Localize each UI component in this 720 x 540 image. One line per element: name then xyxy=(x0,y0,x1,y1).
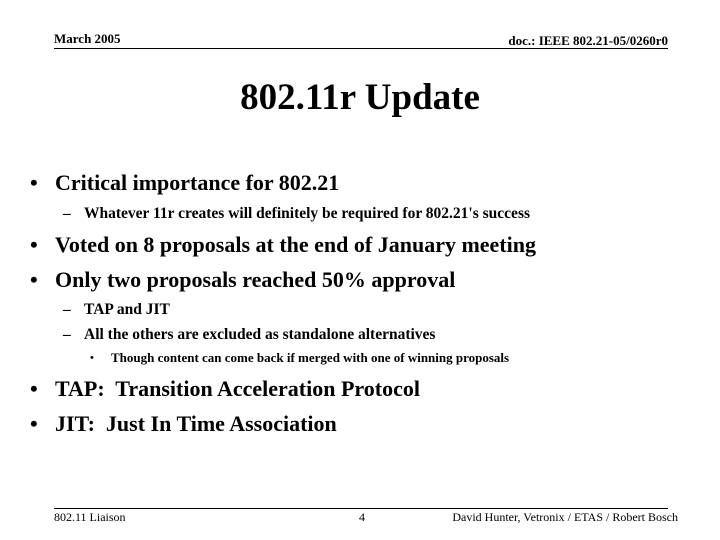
bullet-marker: • xyxy=(30,267,38,292)
sub-bullet-text: All the others are excluded as standalone alternatives xyxy=(84,326,436,343)
page-number: 4 xyxy=(359,510,365,524)
bullet-marker: • xyxy=(30,170,38,195)
sub-sub-bullet-marker: • xyxy=(90,352,94,364)
sub-bullet-text: TAP and JIT xyxy=(84,301,170,318)
slide-title: 802.11r Update xyxy=(240,77,480,118)
header-doc-id: doc.: IEEE 802.21-05/0260r0 xyxy=(508,33,668,48)
bullet-text: Voted on 8 proposals at the end of January meeting xyxy=(55,232,536,257)
footer-author: David Hunter, Vetronix / ETAS / Robert Bosch xyxy=(452,510,678,524)
bullet-marker: • xyxy=(30,376,38,401)
sub-bullet-text: Whatever 11r creates will definitely be required for 802.21's success xyxy=(84,205,531,222)
footer-left-label: 802.11 Liaison xyxy=(54,510,126,524)
bullet-marker: • xyxy=(30,411,38,436)
sub-bullet-marker: – xyxy=(63,326,71,343)
footer-divider xyxy=(54,508,668,509)
bullet-text: Critical importance for 802.21 xyxy=(55,170,340,195)
sub-bullet-marker: – xyxy=(63,301,71,318)
header-divider xyxy=(54,48,668,49)
sub-sub-bullet-text: Though content can come back if merged with one of winning proposals xyxy=(111,350,510,365)
bullet-marker: • xyxy=(30,232,38,257)
bullet-text: TAP: Transition Acceleration Protocol xyxy=(55,376,420,401)
bullet-text: JIT: Just In Time Association xyxy=(55,411,337,436)
header-date: March 2005 xyxy=(54,31,121,46)
sub-bullet-marker: – xyxy=(63,205,71,222)
bullet-text: Only two proposals reached 50% approval xyxy=(55,267,456,292)
